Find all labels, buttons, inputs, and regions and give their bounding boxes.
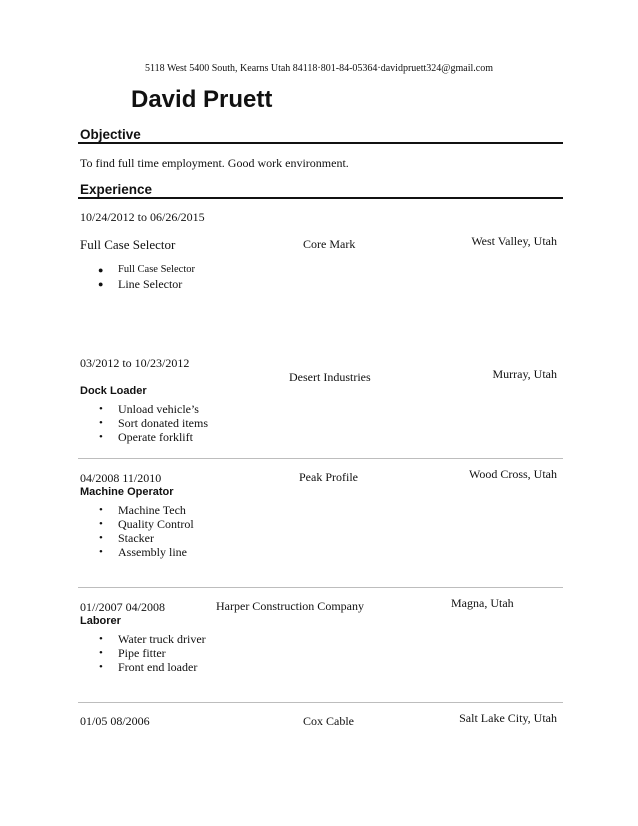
list-item: ● Line Selector <box>118 277 195 291</box>
job-location: Salt Lake City, Utah <box>459 711 557 725</box>
list-item: • Stacker <box>118 531 194 545</box>
list-item: • Operate forklift <box>118 430 208 444</box>
list-item: • Unload vehicle’s <box>118 402 208 416</box>
experience-rule <box>78 197 563 199</box>
job-dates: 10/24/2012 to 06/26/2015 <box>80 210 205 224</box>
job-company: Harper Construction Company <box>216 599 364 613</box>
objective-text: To find full time employment. Good work environment. <box>80 156 349 170</box>
job-dates: 01//2007 04/2008 <box>80 600 166 614</box>
job-title: Machine Operator <box>80 486 174 498</box>
list-item: ● Full Case Selector <box>118 263 195 277</box>
job-duties <box>118 402 208 444</box>
job-divider <box>78 702 563 703</box>
job-divider <box>78 587 563 588</box>
list-item: • Machine Tech <box>118 503 194 517</box>
job-company: Cox Cable <box>303 714 354 728</box>
job-title: Dock Loader <box>80 385 147 397</box>
objective-heading: Objective <box>80 127 141 142</box>
list-item: • Front end loader <box>118 660 206 674</box>
job-location: Murray, Utah <box>492 367 557 381</box>
job-duties <box>118 263 195 291</box>
list-item: • Pipe fitter <box>118 646 206 660</box>
job-company: Peak Profile <box>299 470 358 484</box>
list-item: • Sort donated items <box>118 416 208 430</box>
objective-rule <box>78 142 563 144</box>
list-item: • Water truck driver <box>118 632 206 646</box>
job-dates: 04/2008 11/2010 <box>80 471 162 485</box>
job-location: West Valley, Utah <box>471 234 557 248</box>
job-duties <box>118 632 206 674</box>
job-title: Full Case Selector <box>80 237 176 252</box>
resume-name: David Pruett <box>131 86 273 113</box>
job-company: Core Mark <box>303 237 356 251</box>
job-duties <box>118 503 194 559</box>
job-dates: 01/05 08/2006 <box>80 714 150 728</box>
job-dates: 03/2012 to 10/23/2012 <box>80 356 190 370</box>
list-item: • Assembly line <box>118 545 194 559</box>
job-location: Wood Cross, Utah <box>468 467 557 481</box>
job-title: Laborer <box>80 615 121 627</box>
contact-line: 5118 West 5400 South, Kearns Utah 84118·801-84-05364·davidpruett324@gmail.com <box>145 63 493 74</box>
experience-heading: Experience <box>80 182 153 197</box>
job-divider <box>78 458 563 459</box>
list-item: • Quality Control <box>118 517 194 531</box>
job-company: Desert Industries <box>289 370 371 384</box>
job-location: Magna, Utah <box>451 596 514 610</box>
